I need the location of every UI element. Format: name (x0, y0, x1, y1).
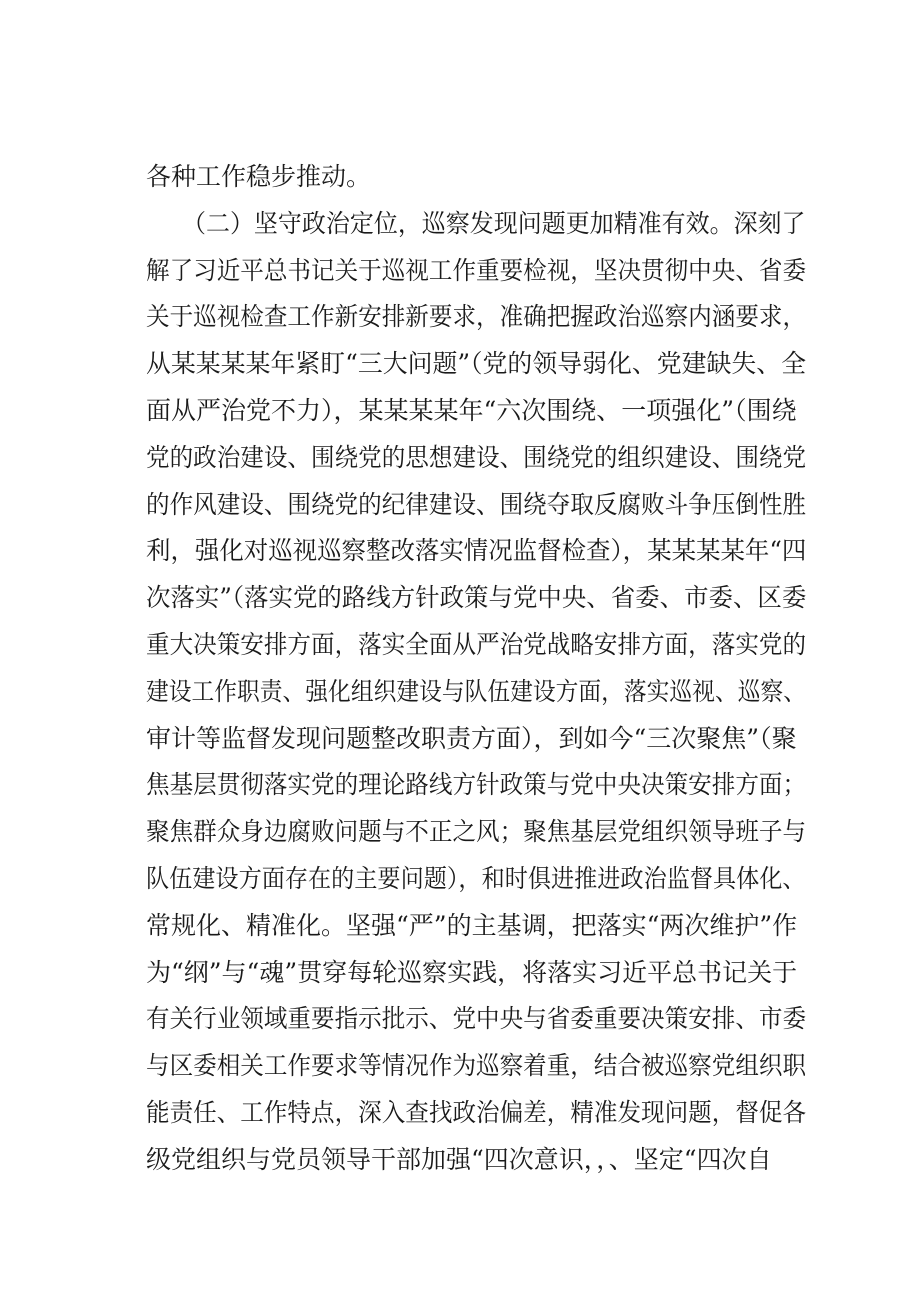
text-line: 焦基层贯彻落实党的理论路线方针政策与党中央决策安排方面； (146, 770, 807, 800)
text-line: 面从严治党不力），某某某某年“六次围绕、一项强化”（围绕 (146, 395, 797, 425)
text-line: 能责任、工作特点，深入查找政治偏差，精准发现问题，督促各 (146, 1097, 807, 1127)
text-line: 为“纲”与“魂”贯穿每轮巡察实践，将落实习近平总书记关于 (146, 957, 798, 987)
text-line: 聚焦群众身边腐败问题与不正之风；聚焦基层党组织领导班子与 (146, 817, 807, 847)
text-line: 利，强化对巡视巡察整改落实情况监督检查），某某某某年“四 (146, 536, 807, 566)
text-line: 级党组织与党员领导干部加强“四次意识，，、坚定“四次自 (146, 1144, 772, 1174)
text-line: 从某某某某年紧盯“三大问题”（党的领导弱化、党建缺失、全 (146, 349, 807, 379)
text-line: 审计等监督发现问题整改职责方面），到如今“三次聚焦”（聚 (146, 723, 797, 753)
text-line: （二）坚守政治定位，巡察发现问题更加精准有效。深刻了 (146, 208, 806, 238)
text-line: 重大决策安排方面，落实全面从严治党战略安排方面，落实党的 (146, 629, 807, 659)
text-line: 关于巡视检查工作新安排新要求，准确把握政治巡察内涵要求， (146, 302, 807, 332)
body-text (146, 154, 806, 1184)
text-line: 有关行业领域重要指示批示、党中央与省委重要决策安排、市委 (146, 1004, 807, 1034)
text-line: 常规化、精准化。坚强“严”的主基调，把落实“两次维护”作 (146, 910, 798, 940)
text-line: 与区委相关工作要求等情况作为巡察着重，结合被巡察党组织职 (146, 1051, 807, 1081)
text-line: 解了习近平总书记关于巡视工作重要检视，坚决贯彻中央、省委 (146, 255, 807, 285)
text-line: 的作风建设、围绕党的纪律建设、围绕夺取反腐败斗争压倒性胜 (146, 489, 807, 519)
text-line: 队伍建设方面存在的主要问题），和时俱进推进政治监督具体化、 (146, 863, 806, 893)
text-line: 各种工作稳步推动。 (146, 162, 372, 191)
text-line: 党的政治建设、围绕党的思想建设、围绕党的组织建设、围绕党 (146, 442, 807, 472)
text-line: 建设工作职责、强化组织建设与队伍建设方面，落实巡视、巡察、 (146, 676, 806, 706)
text-line: 次落实”（落实党的路线方针政策与党中央、省委、市委、区委 (146, 583, 807, 613)
